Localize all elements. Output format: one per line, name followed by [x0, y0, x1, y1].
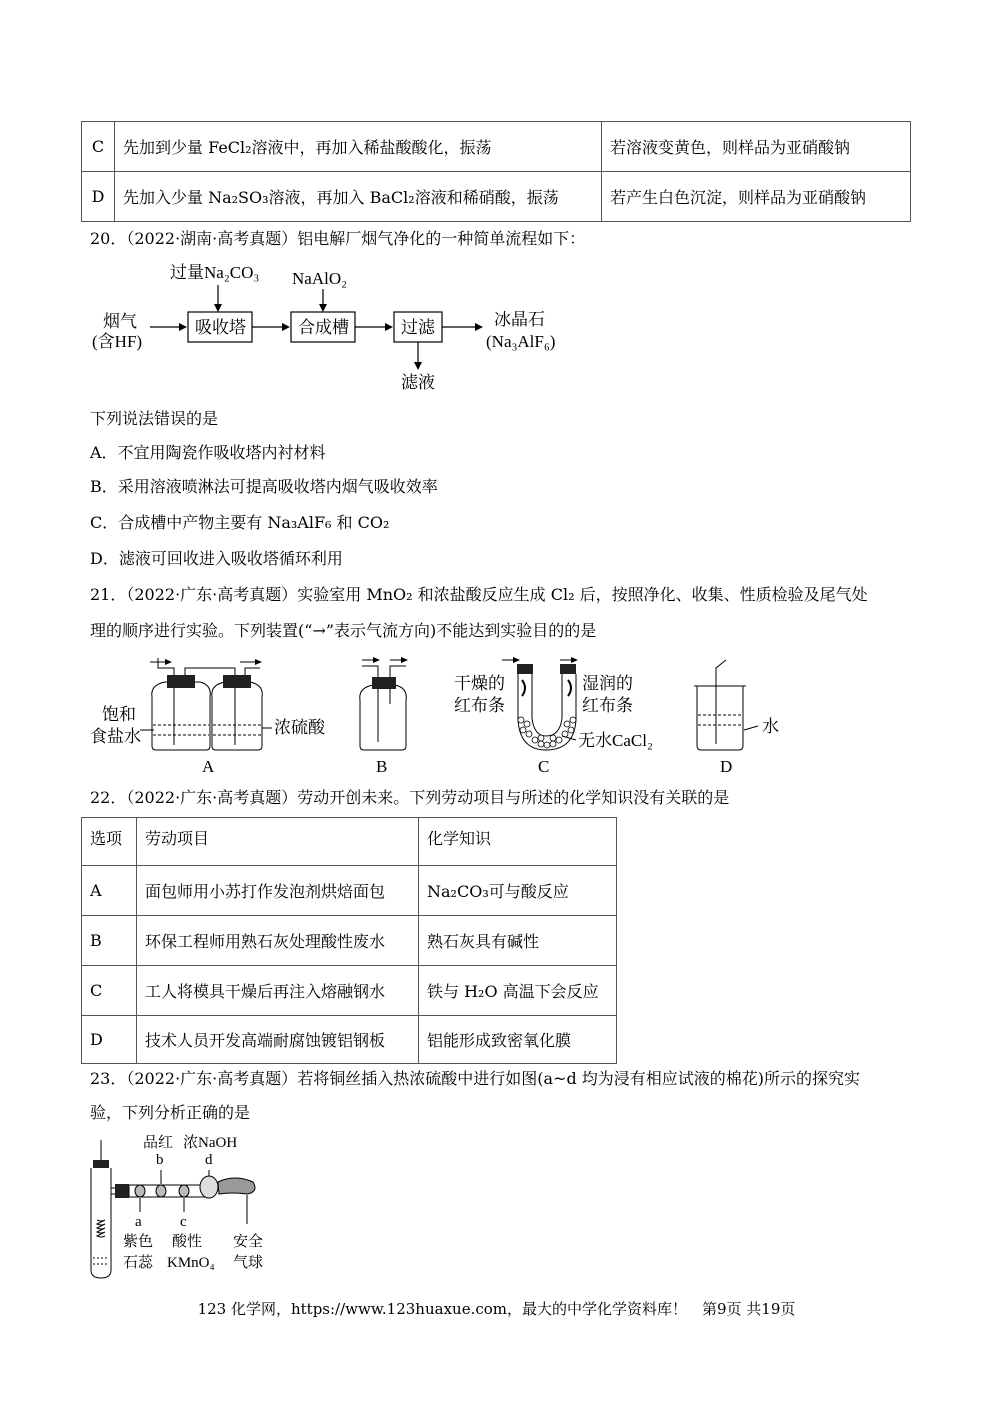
label-a-left-2: 食盐水	[90, 727, 141, 746]
flow-input-1: 烟气	[103, 312, 137, 331]
flow-product-1: 冰晶石	[494, 310, 545, 329]
label-c-left-1: 干燥的	[454, 674, 505, 693]
q22-table	[81, 817, 617, 1064]
table-row	[82, 916, 617, 966]
row-method: 先加到少量 FeCl₂溶液中，再加入稀盐酸酸化，振荡	[115, 122, 602, 172]
header-option: 选项	[82, 818, 137, 866]
label-top-d: 浓NaOH	[183, 1135, 238, 1151]
q20-flow-diagram	[90, 255, 590, 395]
table-row	[82, 172, 911, 222]
label-c-name-2: KMnO₄	[167, 1255, 215, 1271]
row-label: D	[82, 172, 115, 222]
label-a: a	[135, 1214, 142, 1230]
label-a-name-1: 紫色	[123, 1234, 154, 1250]
cell-project: 工人将模具干燥后再注入熔融钢水	[137, 966, 419, 1016]
q23-apparatus-figure	[85, 1130, 285, 1280]
caption-c: C	[538, 757, 550, 776]
caption-a: A	[202, 757, 215, 776]
label-a-right: 浓硫酸	[274, 718, 325, 737]
q23-stem-2: 验，下列分析正确的是	[90, 1103, 251, 1122]
table-header-row	[82, 818, 617, 866]
row-method: 先加入少量 Na₂SO₃溶液，再加入 BaCl₂溶液和稀硝酸，振荡	[115, 172, 602, 222]
flow-product-2: (Na₃AlF₆)	[486, 332, 556, 351]
header-project: 劳动项目	[137, 818, 419, 866]
table-row	[82, 122, 911, 172]
table-row	[82, 966, 617, 1016]
flow-reagent2: NaAlO₂	[292, 269, 348, 288]
cell-knowledge: 铝能形成致密氧化膜	[419, 1016, 617, 1064]
header-knowledge: 化学知识	[419, 818, 617, 866]
label-b: b	[156, 1152, 164, 1168]
cell-option: B	[82, 916, 137, 966]
label-c-left-2: 红布条	[454, 696, 505, 715]
apparatus-b	[360, 657, 408, 776]
q20-question: 下列说法错误的是	[90, 409, 219, 428]
row-conclusion: 若溶液变黄色，则样品为亚硝酸钠	[602, 122, 911, 172]
table-row	[82, 1016, 617, 1064]
cell-knowledge: Na₂CO₃可与酸反应	[419, 866, 617, 916]
top-table	[81, 121, 911, 222]
label-c-right-1: 湿润的	[582, 674, 633, 693]
q20-option-b: B．采用溶液喷淋法可提高吸收塔内烟气吸收效率	[90, 477, 438, 496]
q21-stem-2: 理的顺序进行实验。下列装置(“→”表示气流方向)不能达到实验目的的是	[90, 621, 597, 640]
row-label: C	[82, 122, 115, 172]
cell-knowledge: 熟石灰具有碱性	[419, 916, 617, 966]
cell-project: 面包师用小苏打作发泡剂烘焙面包	[137, 866, 419, 916]
caption-b: B	[376, 757, 388, 776]
apparatus-c	[454, 657, 653, 776]
q21-apparatus-figure	[90, 650, 810, 780]
label-c-bottom: 无水CaCl₂	[578, 731, 653, 750]
cell-option: A	[82, 866, 137, 916]
flow-box1-label: 吸收塔	[195, 318, 246, 337]
label-d: d	[205, 1152, 213, 1168]
label-balloon-2: 气球	[233, 1255, 264, 1271]
label-c: c	[180, 1214, 187, 1230]
q20-option-c: C．合成槽中产物主要有 Na₃AlF₆ 和 CO₂	[90, 513, 390, 532]
cell-knowledge: 铁与 H₂O 高温下会反应	[419, 966, 617, 1016]
flow-filtrate: 滤液	[401, 373, 435, 392]
label-c-right-2: 红布条	[582, 696, 633, 715]
cell-project: 技术人员开发高端耐腐蚀镀铝钢板	[137, 1016, 419, 1064]
apparatus-a	[90, 658, 326, 776]
q20-option-a: A．不宜用陶瓷作吸收塔内衬材料	[90, 443, 326, 462]
cell-project: 环保工程师用熟石灰处理酸性废水	[137, 916, 419, 966]
flow-box2-label: 合成槽	[298, 318, 349, 337]
flow-box3-label: 过滤	[401, 318, 435, 337]
cell-option: C	[82, 966, 137, 1016]
q20-stem: 20．（2022·湖南·高考真题）铝电解厂烟气净化的一种简单流程如下：	[90, 229, 586, 248]
label-top-b: 品红	[143, 1135, 174, 1151]
row-conclusion: 若产生白色沉淀，则样品为亚硝酸钠	[602, 172, 911, 222]
label-a-left-1: 饱和	[102, 705, 136, 724]
caption-d: D	[720, 757, 733, 776]
label-d-right: 水	[762, 717, 779, 736]
q23-stem-1: 23．（2022·广东·高考真题）若将铜丝插入热浓硫酸中进行如图(a~d 均为浸有相应试液的棉花)所示的探究实	[90, 1069, 861, 1088]
label-c-name-1: 酸性	[172, 1234, 203, 1250]
label-a-name-2: 石蕊	[123, 1255, 154, 1271]
apparatus-d	[694, 660, 779, 776]
q20-option-d: D．滤液可回收进入吸收塔循环利用	[90, 549, 343, 568]
table-row	[82, 866, 617, 916]
cell-option: D	[82, 1016, 137, 1064]
q22-stem: 22．（2022·广东·高考真题）劳动开创未来。下列劳动项目与所述的化学知识没有关联的是	[90, 788, 730, 807]
page-footer: 123 化学网，https://www.123huaxue.com，最大的中学化学资料库！ 第9页 共19页	[197, 1300, 796, 1318]
label-balloon-1: 安全	[233, 1234, 264, 1250]
q21-stem-1: 21．（2022·广东·高考真题）实验室用 MnO₂ 和浓盐酸反应生成 Cl₂ 后，按照净化、收集、性质检验及尾气处	[90, 585, 868, 604]
flow-input-2: (含HF)	[92, 332, 143, 351]
flow-reagent1: 过量Na₂CO₃	[170, 263, 260, 282]
